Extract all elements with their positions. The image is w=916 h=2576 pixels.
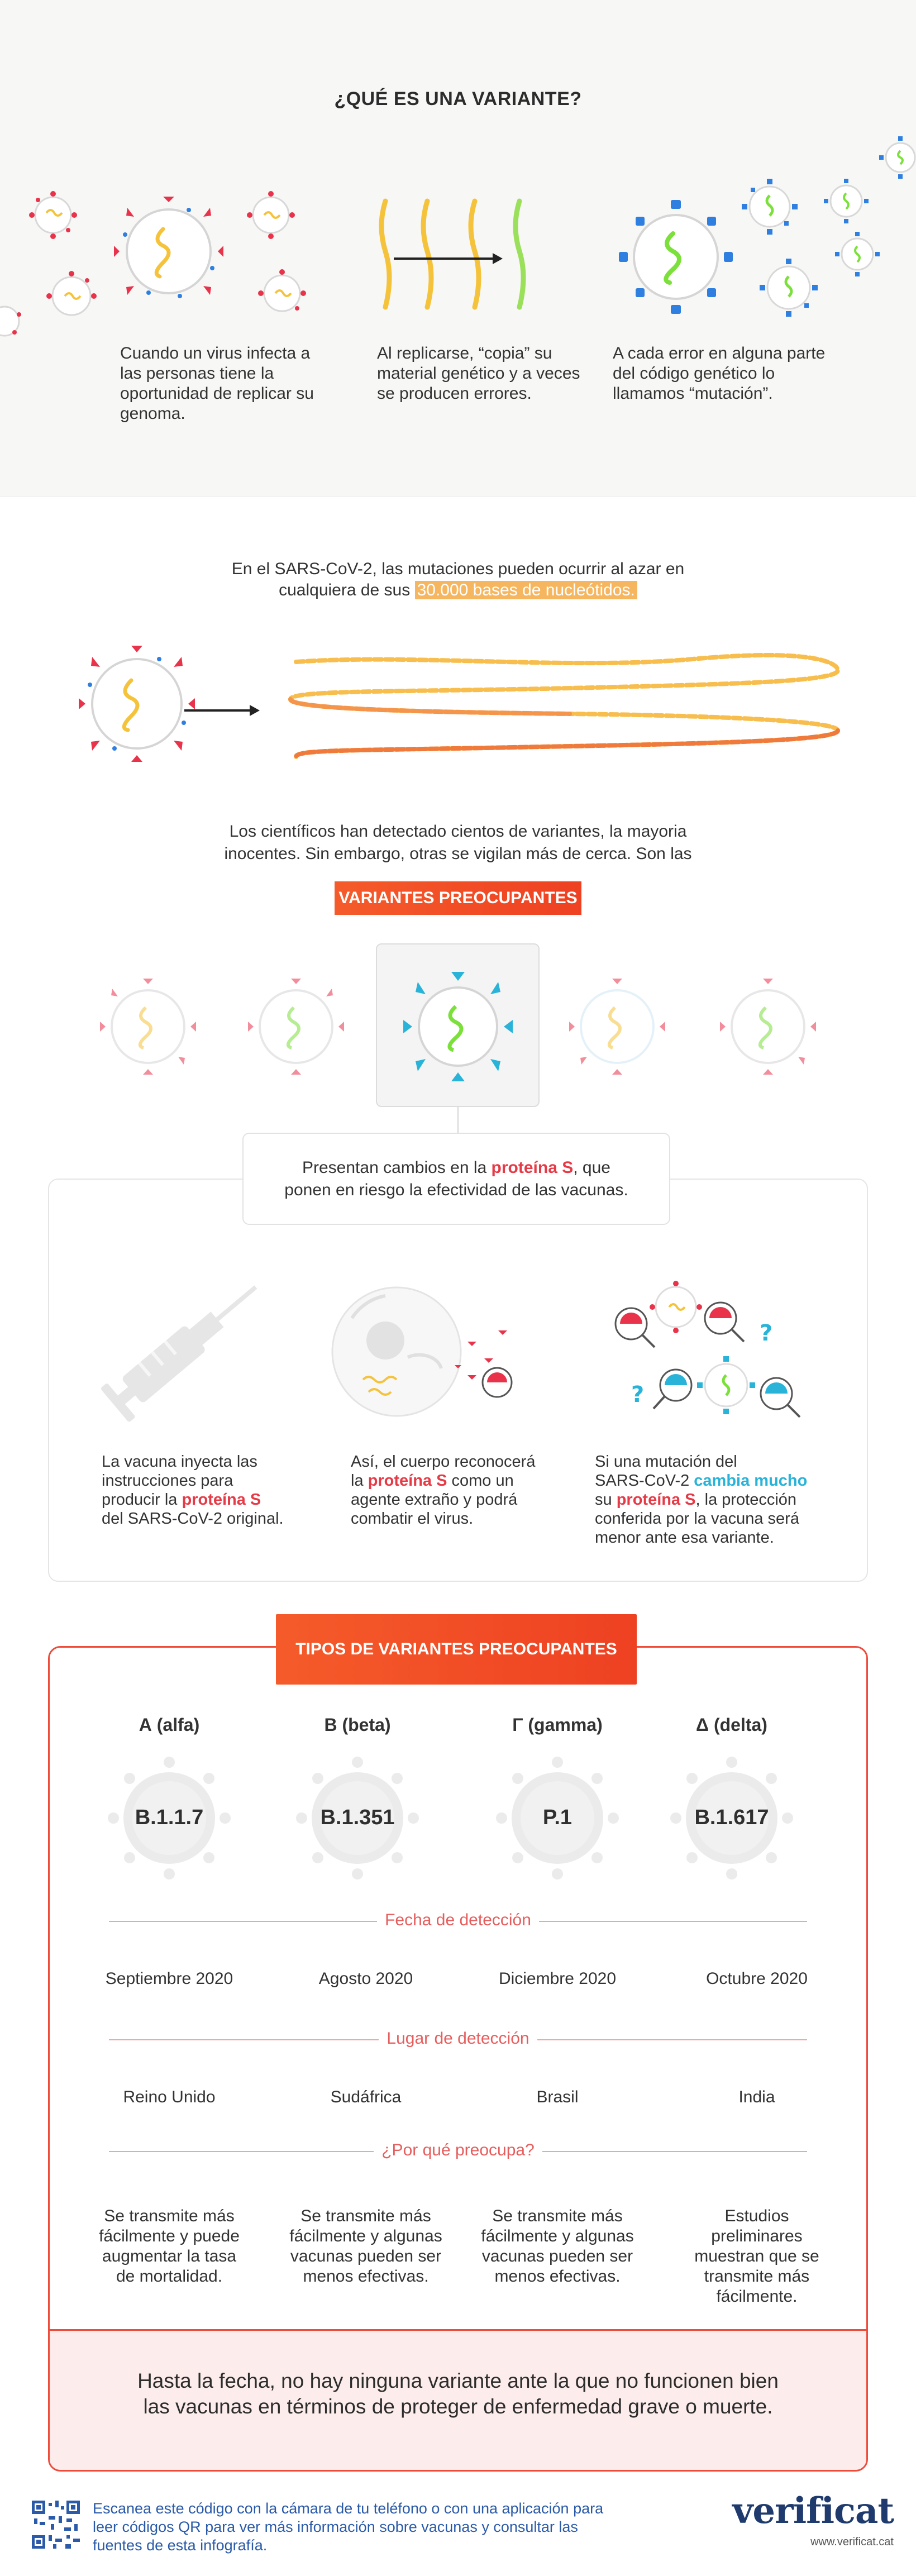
selected-variant-virus-icon [403,972,513,1081]
text-line: agente extraño y podrá [351,1491,518,1509]
text-line: menor ante esa variante. [595,1529,774,1547]
concern-text [77,2206,261,2287]
callout-text: Presentan cambios en la [302,1158,487,1177]
text-line: Así, el cuerpo reconocerá [351,1453,536,1471]
text-span: como un [451,1472,514,1490]
variant-code: B.1.351 [320,1806,395,1829]
text-line: fácilmente y algunas [289,2227,442,2245]
sars-text-line2 [0,580,916,601]
scientists-text-line1: Los científicos han detectado cientos de variantes, la mayoria [229,822,687,841]
section-header [0,2141,916,2160]
why-section-label: ¿Por qué preocupa? [374,2141,542,2159]
text-line: augmentar la tasa [102,2247,237,2265]
mutated-virus-icon [619,200,733,314]
variants-banner: VARIANTES PREOCUPANTES [335,881,581,915]
cell-icon [332,1287,512,1416]
concern-text [665,2206,849,2307]
arrow-icon [394,253,503,264]
connector-line [457,1107,459,1133]
text-line: Se transmite más [104,2207,235,2225]
variant-code: P.1 [542,1806,572,1829]
question-mark-icon [631,1320,772,1408]
text-span: , la protección [695,1491,797,1509]
bases-highlight: 30.000 bases de nucleótidos. [415,581,637,599]
syringe-icon [100,1270,270,1423]
text-line [351,1471,574,1490]
text-line: menos efectivas. [494,2267,621,2286]
magnifier-icon [616,1308,655,1347]
scientists-text-line2: inocentes. Sin embargo, otras se vigilan más de cerca. Son las [224,845,692,863]
virus-icon [114,197,223,298]
variant-code: B.1.617 [694,1806,769,1829]
text-line: Se transmite más [492,2207,623,2225]
detection-place: India [738,2088,775,2106]
detection-place: Brasil [536,2088,579,2106]
text-line: leer códigos QR para ver más información sobre vacunas y consultar las [93,2518,578,2535]
text-line: del SARS-CoV-2 original. [102,1510,284,1528]
text-line: combatir el virus. [351,1510,474,1528]
concern-text [274,2206,458,2287]
sars-text-prefix: cualquiera de sus [279,581,411,599]
variant-name: Β (beta) [324,1715,391,1735]
small-virus-icon [46,271,97,315]
text-line: fácilmente y algunas [481,2227,634,2245]
small-mutated-virus-icon [879,136,915,179]
small-virus-icon [247,191,295,239]
variant-name: Δ (delta) [696,1715,767,1735]
text-line: menos efectivas. [303,2267,429,2286]
mutation-column-text [595,1452,841,1547]
text-line [595,1471,841,1490]
variant-virus-icon [248,979,344,1075]
date-section-label: Fecha de detección [377,1911,539,1929]
svg-text:?: ? [760,1320,773,1346]
spike-protein-highlight: proteína S [491,1158,574,1177]
text-line: Hasta la fecha, no hay ninguna variante ante la que no funcionen bien [137,2369,779,2392]
virus-icon [79,646,195,762]
variant-virus-icon [720,979,816,1075]
step-text: A cada error en alguna parte del código genético lo llamamos “mutación”. [613,344,826,403]
text-span: la [351,1472,364,1490]
detection-place: Reino Unido [123,2088,216,2106]
text-line: Si una mutación del [595,1453,737,1471]
detection-date: Octubre 2020 [706,1969,808,1988]
text-line: La vacuna inyecta las [102,1453,257,1471]
spike-protein-highlight: proteína S [368,1472,447,1490]
section-title: ¿QUÉ ES UNA VARIANTE? [334,88,582,109]
text-line: conferida por la vacuna será [595,1510,799,1528]
genome-illustration [67,637,866,782]
step-text: Cuando un virus infecta a las personas tiene la oportunidad de replicar su genoma. [120,344,314,423]
small-virus-icon [0,307,21,336]
immune-column-text [351,1452,574,1528]
spike-protein-callout [242,1133,670,1225]
variant-virus-icon [100,979,196,1075]
callout-line1 [242,1157,670,1179]
magnifier-icon [761,1378,800,1417]
rna-strand-icon [381,201,523,307]
magnifier-icon [653,1370,691,1409]
qr-instructions [93,2499,674,2555]
small-virus-icon [258,269,306,311]
text-line: muestran que se [694,2247,819,2265]
text-line: preliminares [711,2227,803,2245]
text-line: vacunas pueden ser [290,2247,442,2265]
small-mutated-virus-icon [742,179,798,235]
text-line: de mortalidad. [116,2267,223,2286]
variants-row-illustration [56,950,860,1106]
small-mutated-virus-icon [824,179,869,223]
text-line: Se transmite más [300,2207,431,2225]
qr-code-icon[interactable] [31,2499,81,2550]
virus-icon [650,1281,702,1333]
detection-date: Septiembre 2020 [105,1969,233,1988]
step-text: Al replicarse, “copia” su material genético y a veces se producen errores. [377,344,580,403]
nucleotide-strand-icon [290,655,838,757]
section-header [0,1911,916,1930]
callout-text: , que [573,1158,610,1177]
svg-text:?: ? [631,1382,645,1408]
small-virus-icon [29,191,77,239]
mutated-virus-icon [697,1356,755,1414]
variant-name: Α (alfa) [139,1715,200,1735]
detection-date: Agosto 2020 [318,1969,413,1988]
sars-text-line1: En el SARS-CoV-2, las mutaciones pueden ocurrir al azar en [231,560,685,578]
vaccine-process-illustration [84,1268,832,1435]
text-span: su [595,1491,612,1509]
changes-highlight: cambia mucho [694,1472,808,1490]
text-line: transmite más [704,2267,810,2286]
text-line [595,1490,841,1509]
replication-illustration [0,128,916,352]
detection-place: Sudáfrica [330,2088,402,2106]
callout-line2: ponen en riesgo la efectividad de las vacunas. [284,1181,628,1199]
text-line: vacunas pueden ser [481,2247,633,2265]
conclusion-text [50,2368,866,2420]
detection-date: Diciembre 2020 [498,1969,617,1988]
section-header [0,2029,916,2048]
text-line: fácilmente y puede [99,2227,240,2245]
text-line: las vacunas en términos de proteger de enfermedad grave o muerte. [143,2395,773,2418]
website-url[interactable]: www.verificat.cat [810,2536,894,2548]
verificat-logo[interactable]: verificat [732,2490,894,2532]
small-mutated-virus-icon [760,259,818,317]
text-line: fácilmente. [716,2287,798,2306]
variant-virus-icon [569,979,665,1075]
text-line: Escanea este código con la cámara de tu teléfono o con una aplicación para [93,2500,604,2517]
text-line: fuentes de esta infografía. [93,2537,268,2554]
concern-text [465,2206,650,2287]
small-mutated-virus-icon [835,232,880,276]
text-line: Estudios [724,2207,789,2225]
place-section-label: Lugar de detección [379,2029,537,2048]
arrow-icon [184,705,260,716]
text-span: SARS-CoV-2 [595,1472,690,1490]
variant-name: Γ (gamma) [512,1715,603,1735]
vaccine-column-text [102,1452,325,1528]
variant-code: B.1.1.7 [135,1806,204,1829]
text-span: producir la [102,1491,178,1509]
spike-protein-highlight: proteína S [616,1491,696,1509]
text-line: instrucciones para [102,1472,233,1490]
spike-protein-highlight: proteína S [182,1491,261,1509]
variant-types-banner: TIPOS DE VARIANTES PREOCUPANTES [276,1614,637,1685]
magnifier-icon [705,1303,744,1342]
text-line [102,1490,325,1509]
